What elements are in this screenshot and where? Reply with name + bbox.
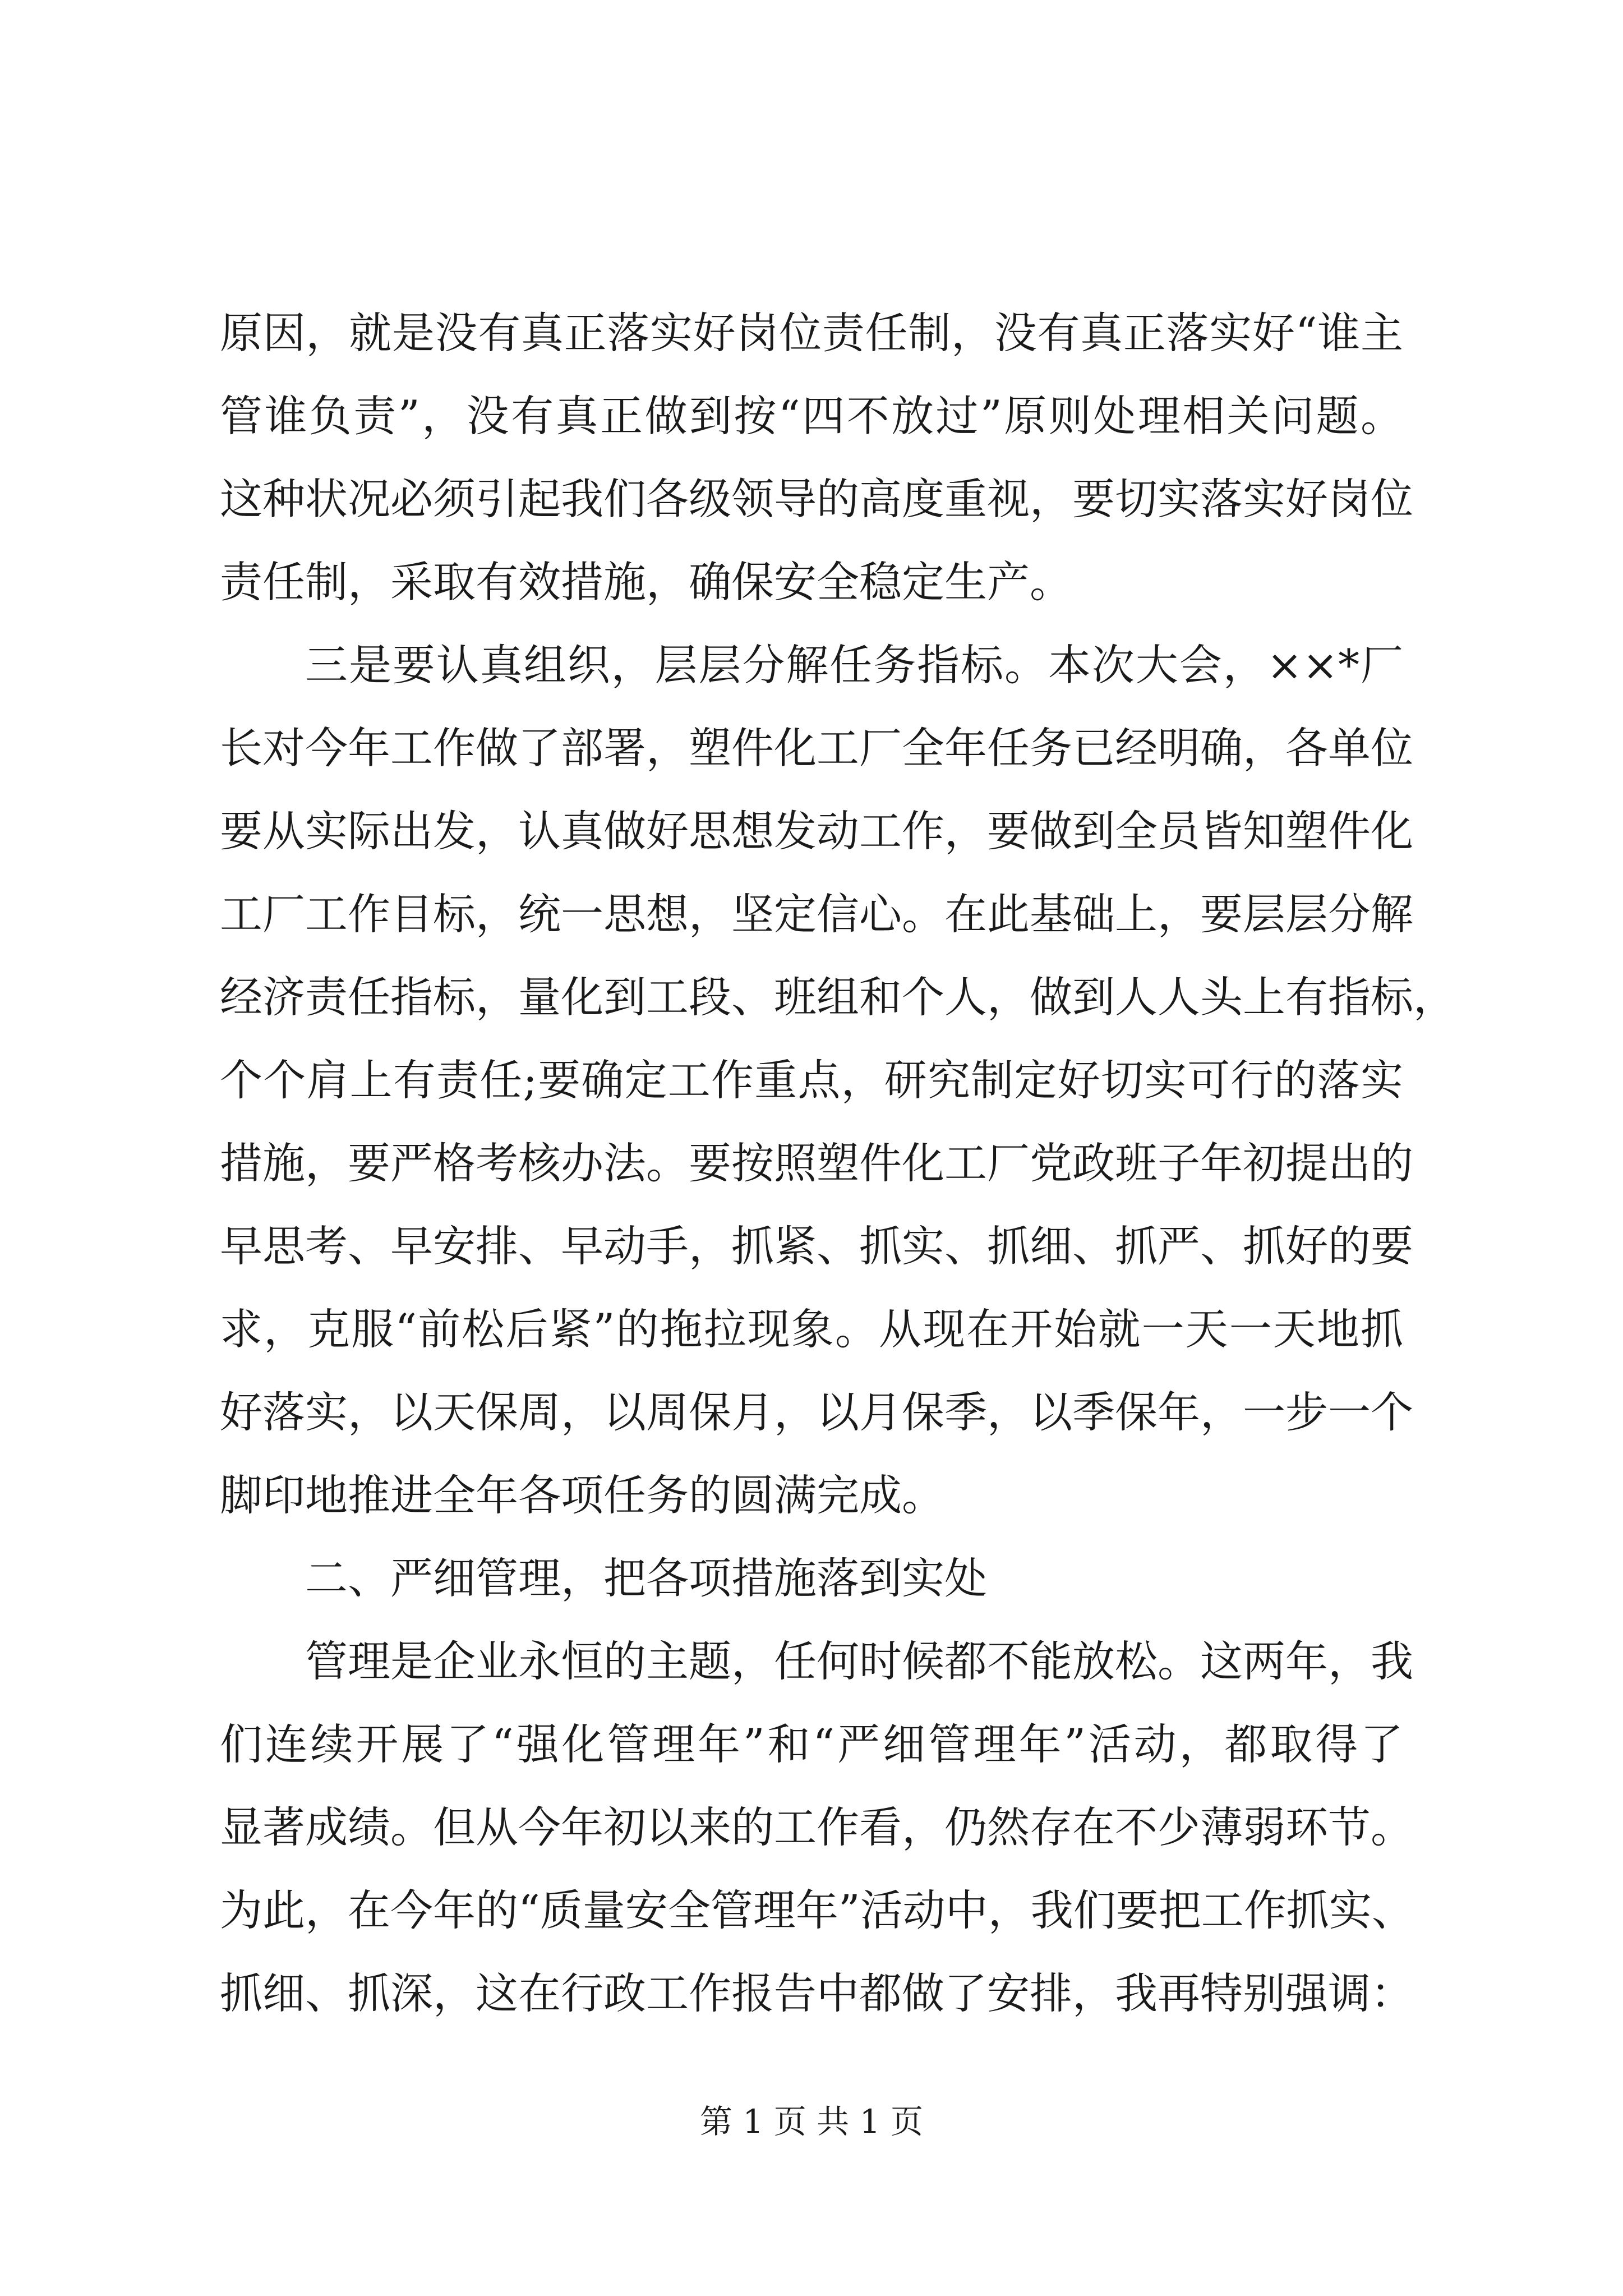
text-line: 求，克服“前松后紧”的拖拉现象。从现在开始就一天一天地抓	[220, 1304, 1403, 1354]
text-line: 措施，要严格考核办法。要按照塑件化工厂党政班子年初提出的	[220, 1138, 1413, 1188]
section-heading: 二、严细管理，把各项措施落到实处	[305, 1553, 987, 1603]
document-body	[220, 292, 1456, 2035]
page-number-footer: 第 1 页 共 1 页	[700, 2102, 923, 2141]
text-line: 经济责任指标，量化到工段、班组和个人，做到人人头上有指标，	[220, 972, 1456, 1022]
text-line: 原因，就是没有真正落实好岗位责任制，没有真正落实好“谁主	[220, 308, 1403, 358]
text-line: 这种状况必须引起我们各级领导的高度重视，要切实落实好岗位	[220, 474, 1413, 524]
text-line: 工厂工作目标，统一思想，坚定信心。在此基础上，要层层分解	[220, 889, 1413, 939]
text-line: 们连续开展了“强化管理年”和“严细管理年”活动，都取得了	[220, 1719, 1403, 1769]
text-line: 三是要认真组织，层层分解任务指标。本次大会，××*厂	[305, 640, 1403, 690]
text-line: 好落实，以天保周，以周保月，以月保季，以季保年，一步一个	[220, 1387, 1413, 1437]
text-line: 管谁负责”，没有真正做到按“四不放过”原则处理相关问题。	[220, 391, 1403, 441]
text-line: 责任制，采取有效措施，确保安全稳定生产。	[220, 557, 1072, 607]
text-line: 个个肩上有责任;要确定工作重点，研究制定好切实可行的落实	[220, 1055, 1403, 1105]
text-line: 抓细、抓深，这在行政工作报告中都做了安排，我再特别强调：	[220, 1968, 1413, 2018]
text-line: 显著成绩。但从今年初以来的工作看，仍然存在不少薄弱环节。	[220, 1802, 1413, 1852]
text-line: 长对今年工作做了部署，塑件化工厂全年任务已经明确，各单位	[220, 723, 1413, 773]
text-line: 管理是企业永恒的主题，任何时候都不能放松。这两年，我	[305, 1636, 1413, 1686]
text-line: 早思考、早安排、早动手，抓紧、抓实、抓细、抓严、抓好的要	[220, 1221, 1413, 1271]
text-line: 要从实际出发，认真做好思想发动工作，要做到全员皆知塑件化	[220, 806, 1413, 856]
text-line: 为此，在今年的“质量安全管理年”活动中，我们要把工作抓实、	[220, 1885, 1414, 1935]
text-line: 脚印地推进全年各项任务的圆满完成。	[220, 1470, 944, 1520]
